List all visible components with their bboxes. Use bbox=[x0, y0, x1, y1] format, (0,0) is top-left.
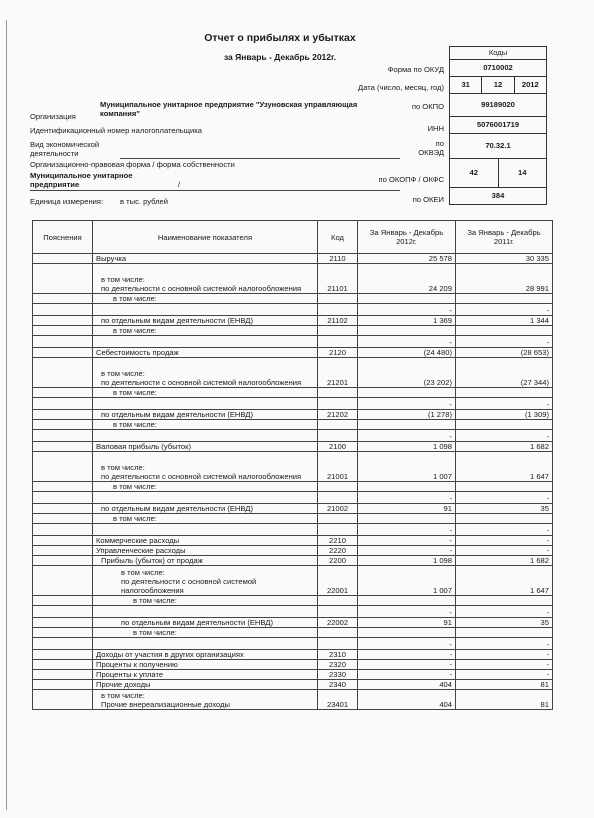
cell-current: 404 bbox=[358, 690, 456, 710]
col-current-header: За Январь - Декабрь 2012г. bbox=[358, 221, 456, 254]
table-row bbox=[33, 430, 553, 442]
cell-previous: 35 bbox=[456, 504, 553, 514]
cell-current bbox=[358, 420, 456, 430]
col-previous-header: За Январь - Декабрь 2011г. bbox=[456, 221, 553, 254]
cell-notes bbox=[33, 504, 93, 514]
okud-label: Форма по ОКУД bbox=[387, 65, 444, 74]
cell-name bbox=[93, 336, 318, 348]
cell-current bbox=[358, 514, 456, 524]
cell-code: 21201 bbox=[318, 358, 358, 388]
cell-current: - bbox=[358, 536, 456, 546]
cell-code: 22001 bbox=[318, 566, 358, 596]
table-row bbox=[33, 524, 553, 536]
cell-notes bbox=[33, 482, 93, 492]
cell-code bbox=[318, 430, 358, 442]
cell-name: в том числе: по деятельности с основной системой налогообложения bbox=[93, 452, 318, 482]
table-row bbox=[33, 680, 553, 690]
cell-previous: 1 647 bbox=[456, 566, 553, 596]
cell-notes bbox=[33, 596, 93, 606]
cell-notes bbox=[33, 660, 93, 670]
cell-notes bbox=[33, 670, 93, 680]
table-body bbox=[33, 254, 553, 710]
cell-name: в том числе: bbox=[93, 482, 318, 492]
cell-name: в том числе: bbox=[93, 294, 318, 304]
cell-code: 2310 bbox=[318, 650, 358, 660]
cell-code bbox=[318, 388, 358, 398]
cell-notes bbox=[33, 442, 93, 452]
okfs-code: 14 bbox=[518, 168, 527, 177]
legal-form-label: Организационно-правовая форма / форма собственности bbox=[30, 160, 235, 169]
okopf-code: 42 bbox=[450, 159, 499, 187]
table-row bbox=[33, 670, 553, 680]
report-title: Отчет о прибылях и убытках bbox=[204, 32, 356, 44]
cell-notes bbox=[33, 492, 93, 504]
table-row bbox=[33, 264, 553, 294]
cell-current: - bbox=[358, 660, 456, 670]
cell-notes bbox=[33, 650, 93, 660]
cell-current: - bbox=[358, 430, 456, 442]
cell-notes bbox=[33, 430, 93, 442]
cell-name: Прибыль (убыток) от продаж bbox=[93, 556, 318, 566]
cell-name: Прочие доходы bbox=[93, 680, 318, 690]
cell-current: (23 202) bbox=[358, 358, 456, 388]
cell-name: Проценты к получению bbox=[93, 660, 318, 670]
cell-name: в том числе: bbox=[93, 596, 318, 606]
cell-code: 21002 bbox=[318, 504, 358, 514]
cell-current: - bbox=[358, 606, 456, 618]
cell-code: 2120 bbox=[318, 348, 358, 358]
okei-code: 384 bbox=[491, 191, 505, 200]
cell-name: по отдельным видам деятельности (ЕНВД) bbox=[93, 618, 318, 628]
cell-notes bbox=[33, 264, 93, 294]
table-row bbox=[33, 660, 553, 670]
report-table bbox=[32, 220, 553, 710]
cell-previous: - bbox=[456, 650, 553, 660]
cell-code: 22002 bbox=[318, 618, 358, 628]
table-row bbox=[33, 638, 553, 650]
cell-notes bbox=[33, 546, 93, 556]
table-row bbox=[33, 690, 553, 710]
cell-current: - bbox=[358, 650, 456, 660]
cell-code: 21102 bbox=[318, 316, 358, 326]
cell-name bbox=[93, 606, 318, 618]
cell-code bbox=[318, 336, 358, 348]
cell-previous: 1 682 bbox=[456, 442, 553, 452]
cell-current: - bbox=[358, 336, 456, 348]
cell-notes bbox=[33, 638, 93, 650]
cell-previous: - bbox=[456, 670, 553, 680]
cell-code bbox=[318, 482, 358, 492]
cell-current: 25 578 bbox=[358, 254, 456, 264]
cell-current: 1 007 bbox=[358, 566, 456, 596]
cell-code bbox=[318, 596, 358, 606]
cell-current bbox=[358, 388, 456, 398]
cell-previous: 1 682 bbox=[456, 556, 553, 566]
cell-code: 2320 bbox=[318, 660, 358, 670]
cell-name: по отдельным видам деятельности (ЕНВД) bbox=[93, 316, 318, 326]
inn-short-label: ИНН bbox=[427, 124, 444, 133]
cell-code: 23401 bbox=[318, 690, 358, 710]
cell-previous: 35 bbox=[456, 618, 553, 628]
cell-code: 2220 bbox=[318, 546, 358, 556]
cell-previous: 81 bbox=[456, 690, 553, 710]
cell-code bbox=[318, 606, 358, 618]
cell-previous: 81 bbox=[456, 680, 553, 690]
table-row bbox=[33, 628, 553, 638]
cell-name bbox=[93, 398, 318, 410]
table-row bbox=[33, 348, 553, 358]
cell-previous bbox=[456, 294, 553, 304]
cell-previous: - bbox=[456, 524, 553, 536]
cell-current: - bbox=[358, 398, 456, 410]
cell-notes bbox=[33, 420, 93, 430]
cell-previous: - bbox=[456, 638, 553, 650]
cell-current: 1 007 bbox=[358, 452, 456, 482]
cell-code bbox=[318, 514, 358, 524]
codes-box bbox=[449, 46, 547, 205]
cell-code: 21101 bbox=[318, 264, 358, 294]
cell-name: Валовая прибыль (убыток) bbox=[93, 442, 318, 452]
table-row bbox=[33, 326, 553, 336]
cell-current: 1 098 bbox=[358, 442, 456, 452]
cell-notes bbox=[33, 556, 93, 566]
date-cells bbox=[450, 77, 546, 94]
cell-code bbox=[318, 398, 358, 410]
cell-notes bbox=[33, 524, 93, 536]
okved-code: 70.32.1 bbox=[450, 134, 546, 159]
cell-name: в том числе: по деятельности с основной системой налогообложения bbox=[93, 566, 318, 596]
org-name: Муниципальное унитарное предприятие "Узуновская управляющая компания" bbox=[100, 100, 358, 118]
cell-notes bbox=[33, 388, 93, 398]
cell-current: - bbox=[358, 670, 456, 680]
table-row bbox=[33, 504, 553, 514]
cell-notes bbox=[33, 316, 93, 326]
cell-notes bbox=[33, 358, 93, 388]
cell-name: Коммерческие расходы bbox=[93, 536, 318, 546]
cell-current: (24 480) bbox=[358, 348, 456, 358]
table-row bbox=[33, 398, 553, 410]
cell-code bbox=[318, 294, 358, 304]
cell-name: Доходы от участия в других организациях bbox=[93, 650, 318, 660]
date-label: Дата (число, месяц, год) bbox=[358, 83, 444, 92]
okud-code: 0710002 bbox=[450, 60, 546, 77]
cell-code bbox=[318, 628, 358, 638]
cell-previous: 1 647 bbox=[456, 452, 553, 482]
cell-notes bbox=[33, 618, 93, 628]
cell-name: Выручка bbox=[93, 254, 318, 264]
cell-notes bbox=[33, 514, 93, 524]
cell-name: в том числе: по деятельности с основной системой налогообложения bbox=[93, 358, 318, 388]
cell-previous bbox=[456, 326, 553, 336]
cell-name: в том числе: по деятельности с основной системой налогообложения bbox=[93, 264, 318, 294]
table-row bbox=[33, 420, 553, 430]
cell-previous: (27 344) bbox=[456, 358, 553, 388]
legal-form-separator: / bbox=[178, 180, 181, 189]
codes-header: Коды bbox=[450, 47, 546, 60]
cell-current bbox=[358, 294, 456, 304]
cell-code bbox=[318, 304, 358, 316]
cell-notes bbox=[33, 336, 93, 348]
org-label: Организация bbox=[30, 112, 76, 121]
cell-current: - bbox=[358, 546, 456, 556]
cell-notes bbox=[33, 606, 93, 618]
cell-notes bbox=[33, 452, 93, 482]
cell-previous: (28 653) bbox=[456, 348, 553, 358]
cell-notes bbox=[33, 398, 93, 410]
cell-name: Управленческие расходы bbox=[93, 546, 318, 556]
cell-previous: 1 344 bbox=[456, 316, 553, 326]
table-row bbox=[33, 388, 553, 398]
table-row bbox=[33, 536, 553, 546]
cell-code bbox=[318, 638, 358, 650]
cell-previous: 28 991 bbox=[456, 264, 553, 294]
table-row bbox=[33, 452, 553, 482]
cell-notes bbox=[33, 628, 93, 638]
cell-previous bbox=[456, 388, 553, 398]
cell-notes bbox=[33, 566, 93, 596]
cell-current bbox=[358, 326, 456, 336]
table-row bbox=[33, 442, 553, 452]
cell-name: в том числе: Прочие внереализационные доходы bbox=[93, 690, 318, 710]
cell-previous bbox=[456, 482, 553, 492]
okopf-cells bbox=[450, 159, 546, 188]
cell-code: 21001 bbox=[318, 452, 358, 482]
table-row bbox=[33, 492, 553, 504]
inn-label: Идентификационный номер налогоплательщика bbox=[30, 126, 202, 135]
col-code-header: Код bbox=[318, 221, 358, 254]
cell-current: 1 098 bbox=[358, 556, 456, 566]
cell-name: по отдельным видам деятельности (ЕНВД) bbox=[93, 504, 318, 514]
table-row bbox=[33, 410, 553, 420]
cell-name: в том числе: bbox=[93, 326, 318, 336]
cell-notes bbox=[33, 304, 93, 316]
table-row bbox=[33, 294, 553, 304]
table-row bbox=[33, 556, 553, 566]
cell-current: - bbox=[358, 524, 456, 536]
cell-current: 1 369 bbox=[358, 316, 456, 326]
date-year: 2012 bbox=[521, 80, 539, 89]
table-row bbox=[33, 596, 553, 606]
legal-form-2: предприятие bbox=[30, 180, 80, 189]
table-row bbox=[33, 566, 553, 596]
cell-current: 24 209 bbox=[358, 264, 456, 294]
cell-name: в том числе: bbox=[93, 388, 318, 398]
activity-label-1: Вид экономической bbox=[30, 140, 100, 149]
table-row bbox=[33, 358, 553, 388]
cell-previous: - bbox=[456, 536, 553, 546]
cell-name: Себестоимость продаж bbox=[93, 348, 318, 358]
cell-previous bbox=[456, 514, 553, 524]
okpo-label: по ОКПО bbox=[411, 102, 444, 111]
table-row bbox=[33, 482, 553, 492]
table-row bbox=[33, 514, 553, 524]
legal-form-1: Муниципальное унитарное bbox=[30, 171, 133, 180]
table-header-row bbox=[33, 221, 553, 254]
cell-previous: - bbox=[456, 304, 553, 316]
cell-name: в том числе: bbox=[93, 420, 318, 430]
cell-previous: - bbox=[456, 492, 553, 504]
cell-name bbox=[93, 430, 318, 442]
cell-code: 2210 bbox=[318, 536, 358, 546]
cell-notes bbox=[33, 680, 93, 690]
table-row bbox=[33, 316, 553, 326]
cell-name: Проценты к уплате bbox=[93, 670, 318, 680]
cell-code: 21202 bbox=[318, 410, 358, 420]
cell-previous: (1 309) bbox=[456, 410, 553, 420]
cell-name bbox=[93, 638, 318, 650]
cell-current: - bbox=[358, 304, 456, 316]
cell-code bbox=[318, 524, 358, 536]
activity-label-2: деятельности bbox=[30, 149, 79, 158]
cell-code bbox=[318, 420, 358, 430]
cell-current bbox=[358, 628, 456, 638]
cell-previous bbox=[456, 596, 553, 606]
cell-previous: - bbox=[456, 398, 553, 410]
cell-notes bbox=[33, 294, 93, 304]
cell-previous bbox=[456, 420, 553, 430]
cell-name: в том числе: bbox=[93, 514, 318, 524]
table-row bbox=[33, 304, 553, 316]
cell-notes bbox=[33, 536, 93, 546]
cell-previous: - bbox=[456, 606, 553, 618]
cell-name bbox=[93, 492, 318, 504]
okpo-code: 99189020 bbox=[450, 94, 546, 117]
cell-notes bbox=[33, 348, 93, 358]
okved-label-1: по bbox=[435, 139, 444, 148]
table-row bbox=[33, 650, 553, 660]
col-notes-header: Пояснения bbox=[33, 221, 93, 254]
cell-current bbox=[358, 596, 456, 606]
cell-code: 2340 bbox=[318, 680, 358, 690]
cell-code: 2100 bbox=[318, 442, 358, 452]
cell-code bbox=[318, 492, 358, 504]
unit-value: в тыс. рублей bbox=[120, 197, 169, 206]
cell-current: (1 278) bbox=[358, 410, 456, 420]
cell-current: 404 bbox=[358, 680, 456, 690]
cell-code: 2110 bbox=[318, 254, 358, 264]
cell-notes bbox=[33, 410, 93, 420]
cell-name: по отдельным видам деятельности (ЕНВД) bbox=[93, 410, 318, 420]
cell-notes bbox=[33, 690, 93, 710]
cell-current: - bbox=[358, 638, 456, 650]
cell-notes bbox=[33, 254, 93, 264]
cell-current bbox=[358, 482, 456, 492]
table-row bbox=[33, 618, 553, 628]
inn-code: 5076001719 bbox=[450, 117, 546, 134]
cell-code: 2330 bbox=[318, 670, 358, 680]
okved-label-2: ОКВЭД bbox=[418, 148, 444, 157]
cell-name bbox=[93, 304, 318, 316]
cell-previous: - bbox=[456, 546, 553, 556]
cell-code: 2200 bbox=[318, 556, 358, 566]
cell-name: в том числе: bbox=[93, 628, 318, 638]
cell-previous: 30 335 bbox=[456, 254, 553, 264]
cell-code bbox=[318, 326, 358, 336]
cell-previous: - bbox=[456, 660, 553, 670]
unit-label: Единица измерения: bbox=[30, 197, 104, 206]
cell-current: 91 bbox=[358, 618, 456, 628]
cell-previous: - bbox=[456, 430, 553, 442]
cell-notes bbox=[33, 326, 93, 336]
okopf-label: по ОКОПФ / ОКФС bbox=[378, 175, 444, 184]
table-row bbox=[33, 546, 553, 556]
date-month: 12 bbox=[482, 77, 514, 93]
okei-label: по ОКЕИ bbox=[412, 195, 444, 204]
report-period: за Январь - Декабрь 2012г. bbox=[223, 52, 337, 62]
table-row bbox=[33, 254, 553, 264]
table-row bbox=[33, 606, 553, 618]
table-row bbox=[33, 336, 553, 348]
cell-current: - bbox=[358, 492, 456, 504]
cell-previous: - bbox=[456, 336, 553, 348]
cell-current: 91 bbox=[358, 504, 456, 514]
col-name-header: Наименование показателя bbox=[93, 221, 318, 254]
page-edge bbox=[6, 20, 7, 810]
date-day: 31 bbox=[450, 77, 482, 93]
cell-previous bbox=[456, 628, 553, 638]
activity-underline bbox=[120, 158, 400, 159]
legal-form-underline bbox=[30, 190, 400, 191]
cell-name bbox=[93, 524, 318, 536]
